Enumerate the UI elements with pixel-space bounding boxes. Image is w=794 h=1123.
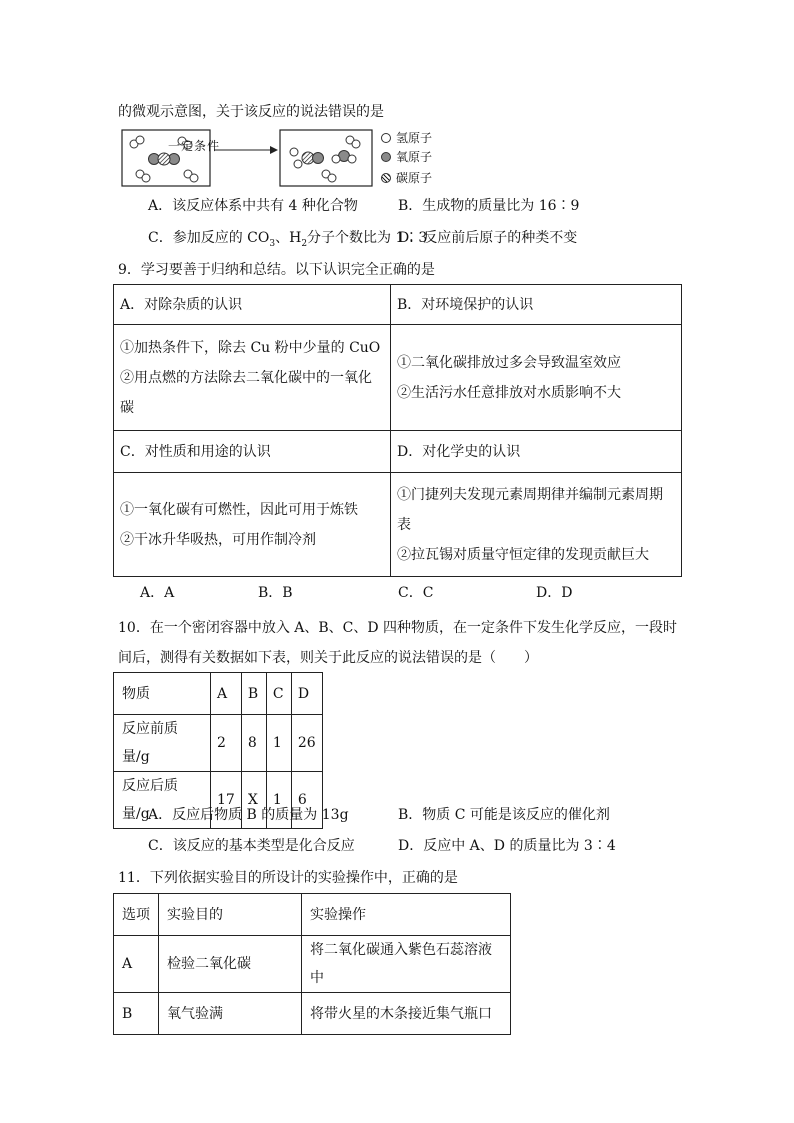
question-intro: 的微观示意图，关于该反应的说法错误的是	[118, 104, 384, 120]
q9-head-d: D．对化学史的认识	[391, 431, 682, 473]
q11-table	[113, 893, 511, 1035]
legend-carbon-label: 碳原子	[396, 171, 433, 185]
q8-option-d: D．反应前后原子的种类不变	[398, 230, 578, 246]
q8-option-c	[148, 228, 427, 254]
hydrogen-atom-icon	[381, 133, 391, 143]
q11-header-cell: 实验操作	[302, 894, 511, 936]
q11-header-cell: 选项	[114, 894, 159, 936]
q9-cell-b	[391, 325, 682, 431]
q10-header-cell: A	[211, 673, 242, 715]
q9-cell-d	[391, 473, 682, 577]
carbon-atom-icon	[381, 173, 391, 183]
q10-option-a: A．反应后物质 B 的质量为 13g	[148, 807, 349, 823]
q9-d-line2: 表	[397, 516, 411, 533]
q9-a-line1: ①加热条件下，除去 Cu 粉中少量的 CuO	[120, 339, 381, 356]
q11-cell: 检验二氧化碳	[159, 936, 302, 993]
q8-option-c-sub3: 3	[269, 238, 276, 249]
q10-header-cell: D	[291, 673, 322, 715]
q9-option-c: C．C	[398, 585, 434, 601]
reaction-diagram	[118, 128, 388, 190]
legend-oxygen	[381, 149, 432, 165]
q8-option-c-part2: 、H	[275, 230, 302, 246]
q11-cell: 将带火星的木条接近集气瓶口	[302, 993, 511, 1035]
q10-header-cell: C	[266, 673, 291, 715]
q9-option-a: A．A	[140, 585, 175, 601]
q10-cell: X	[241, 772, 266, 829]
q9-head-a: A．对除杂质的认识	[114, 285, 391, 325]
q11-cell: 将二氧化碳通入紫色石蕊溶液中	[302, 936, 511, 993]
q9-a-line3: 碳	[120, 399, 134, 416]
q9-table	[113, 284, 682, 577]
q9-c-line1: ①一氧化碳有可燃性，因此可用于炼铁	[120, 501, 358, 518]
q9-option-b: B．B	[258, 585, 293, 601]
q10-option-b: B．物质 C 可能是该反应的催化剂	[398, 807, 610, 823]
legend-carbon	[381, 170, 432, 186]
legend-hydrogen-label: 氢原子	[396, 131, 433, 145]
q8-option-c-sub2: 2	[301, 238, 308, 249]
q10-option-c: C．该反应的基本类型是化合反应	[148, 838, 355, 854]
q8-option-c-part1: C．参加反应的 CO	[148, 230, 270, 246]
carbon-dioxide-molecule	[149, 153, 180, 165]
q9-stem: 9．学习要善于归纳和总结。以下认识完全正确的是	[118, 262, 435, 278]
q9-cell-c	[114, 473, 391, 577]
q10-stem-line1: 10．在一个密闭容器中放入 A、B、C、D 四种物质，在一定条件下发生化学反应，一段时	[118, 620, 678, 636]
product-molecules	[290, 136, 360, 182]
q9-d-line1: ①门捷列夫发现元素周期律并编制元素周期	[397, 486, 663, 503]
q10-cell: 反应后质量/g	[114, 772, 211, 829]
q11-cell: 氧气验满	[159, 993, 302, 1035]
oxygen-atom-icon	[381, 152, 391, 162]
q9-head-c: C．对性质和用途的认识	[114, 431, 391, 473]
q10-cell: 26	[291, 715, 322, 772]
q9-cell-a	[114, 325, 391, 431]
q11-cell: A	[114, 936, 159, 993]
arrow-condition-label: 一定条件	[168, 139, 221, 153]
q8-option-b: B．生成物的质量比为 16∶9	[398, 198, 580, 214]
q11-stem: 11．下列依据实验目的所设计的实验操作中，正确的是	[118, 870, 458, 886]
q10-cell: 反应前质量/g	[114, 715, 211, 772]
legend-hydrogen	[381, 130, 432, 146]
q8-option-c-part3: 分子个数比为 1∶3	[307, 230, 428, 246]
q9-head-b: B．对环境保护的认识	[391, 285, 682, 325]
q10-cell: 8	[241, 715, 266, 772]
q10-cell: 6	[291, 772, 322, 829]
q10-cell: 2	[211, 715, 242, 772]
q10-option-d: D．反应中 A、D 的质量比为 3∶4	[398, 838, 616, 854]
q10-cell: 17	[211, 772, 242, 829]
q10-header-cell: B	[241, 673, 266, 715]
q9-d-line3: ②拉瓦锡对质量守恒定律的发现贡献巨大	[397, 546, 649, 563]
q9-b-line1: ①二氧化碳排放过多会导致温室效应	[397, 354, 621, 371]
q10-stem-line2: 间后，测得有关数据如下表，则关于此反应的说法错误的是（ ）	[118, 650, 538, 666]
q9-a-line2: ②用点燃的方法除去二氧化碳中的一氧化	[120, 369, 372, 386]
q9-option-d: D．D	[536, 585, 573, 601]
q10-cell: 1	[266, 772, 291, 829]
q8-option-a: A．该反应体系中共有 4 种化合物	[148, 198, 358, 214]
q9-c-line2: ②干冰升华吸热，可用作制冷剂	[120, 531, 316, 548]
q10-cell: 1	[266, 715, 291, 772]
q9-b-line2: ②生活污水任意排放对水质影响不大	[397, 384, 621, 401]
legend-oxygen-label: 氧原子	[396, 150, 433, 164]
q11-cell: B	[114, 993, 159, 1035]
q11-header-cell: 实验目的	[159, 894, 302, 936]
q10-header-cell: 物质	[114, 673, 211, 715]
